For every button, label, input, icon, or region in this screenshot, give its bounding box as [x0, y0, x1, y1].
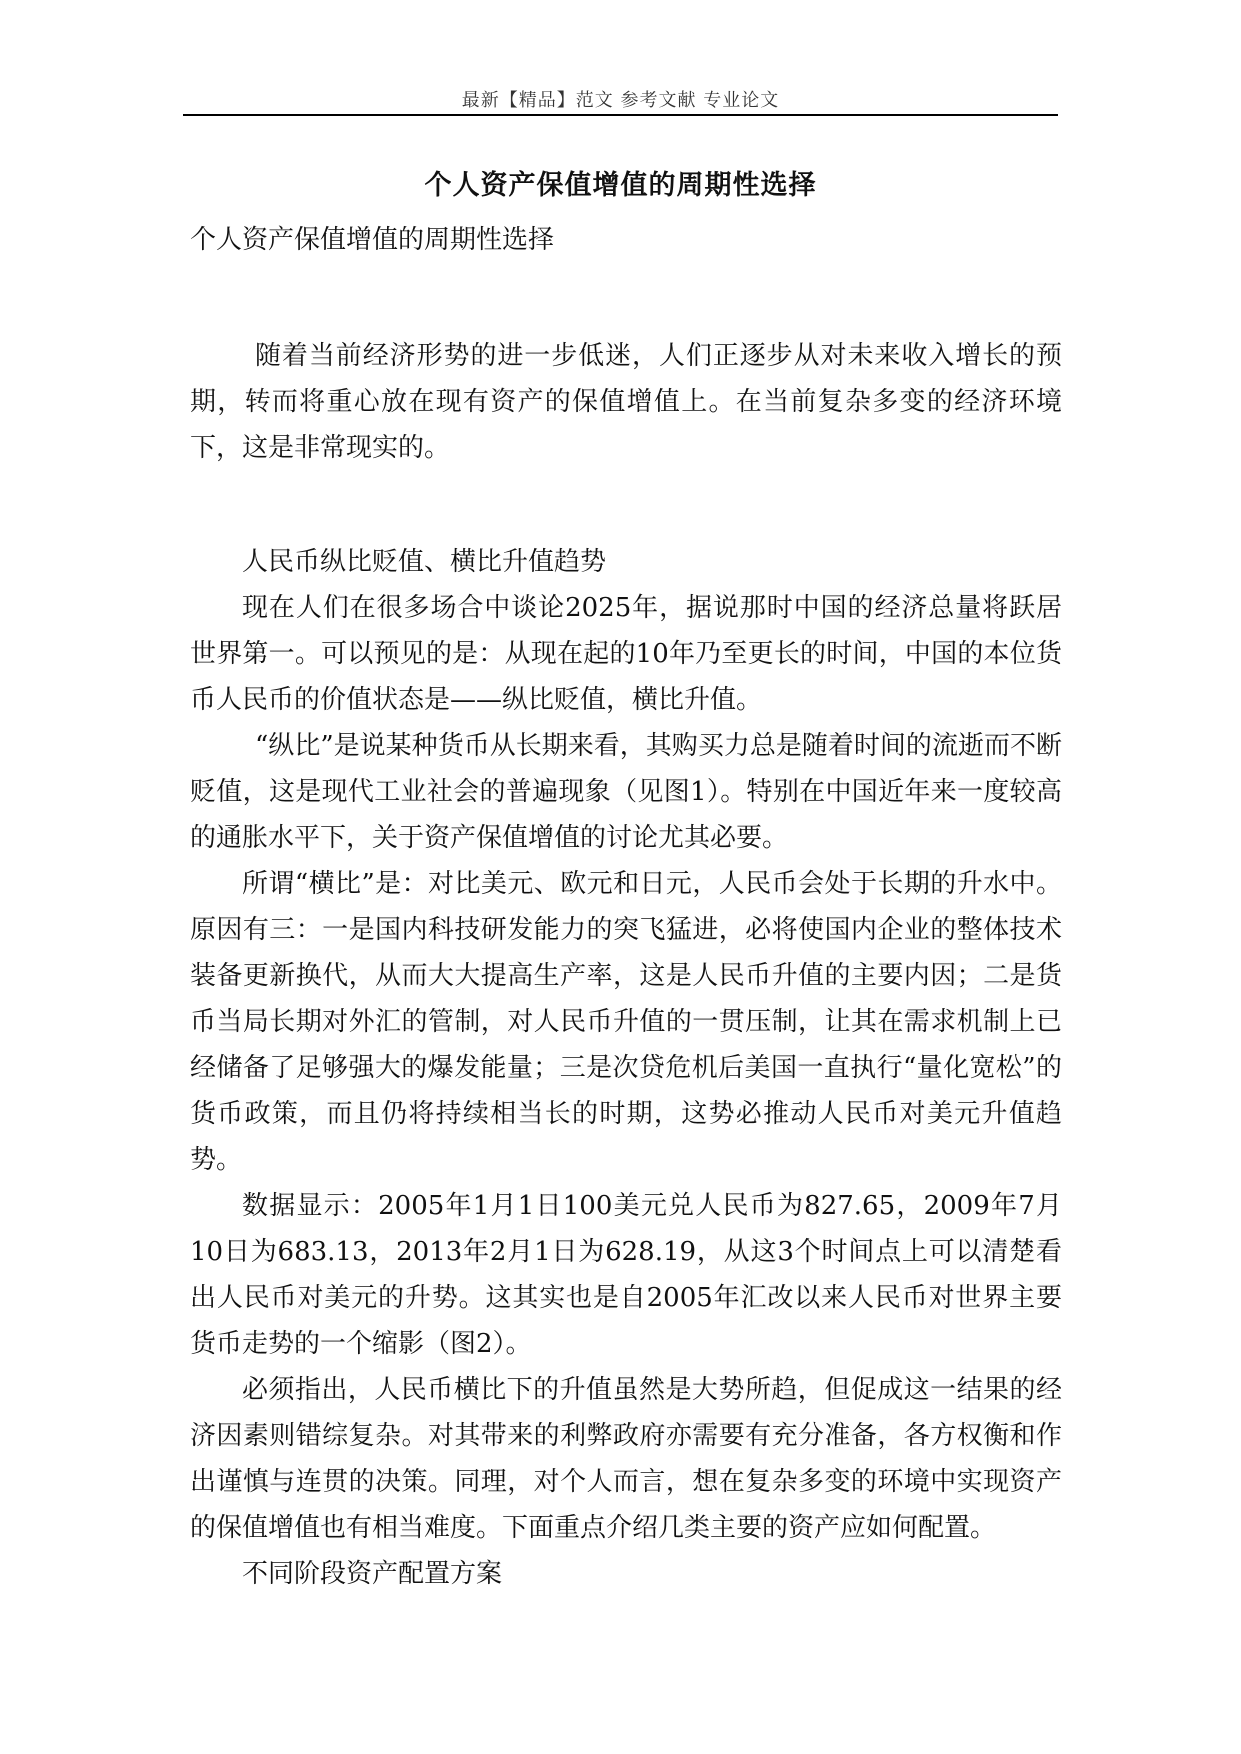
document-title: 个人资产保值增值的周期性选择 [424, 170, 817, 201]
document-body [190, 217, 1062, 1597]
page-header: 最新【精品】范文 参考文献 专业论文 [461, 90, 780, 111]
intro-paragraph: 随着当前经济形势的进一步低迷，人们正逐步从对未来收入增长的预期，转而将重心放在现有资产的保值增值上。在当前复杂多变的经济环境下，这是非常现实的。 [190, 341, 1062, 463]
paragraph-policy-note: 必须指出，人民币横比下的升值虽然是大势所趋，但促成这一结果的经济因素则错综复杂。对其带来的利弊政府亦需要有充分准备，各方权衡和作出谨慎与连贯的决策。同理，对个人而言，想在复杂多变的环境中实现资产的保值增值也有相当难度。下面重点介绍几类主要的资产应如何配置。 [190, 1375, 1062, 1543]
paragraph-horizontal-comparison: 所谓“横比”是：对比美元、欧元和日元，人民币会处于长期的升水中。原因有三：一是国内科技研发能力的突飞猛进，必将使国内企业的整体技术装备更新换代，从而大大提高生产率，这是人民币升值的主要内因；二是货币当局长期对外汇的管制，对人民币升值的一贯压制，让其在需求机制上已经储备了足够强大的爆发能量；三是次贷危机后美国一直执行“量化宽松”的货币政策，而且仍将持续相当长的时期，这势必推动人民币对美元升值趋势。 [190, 869, 1062, 1175]
section-heading-allocation: 不同阶段资产配置方案 [242, 1559, 503, 1589]
header-divider [183, 114, 1058, 116]
paragraph-vertical-comparison: “纵比”是说某种货币从长期来看，其购买力总是随着时间的流逝而不断贬值，这是现代工业社会的普遍现象（见图1）。特别在中国近年来一度较高的通胀水平下，关于资产保值增值的讨论尤其必要。 [190, 731, 1062, 853]
section-heading-rmb-trend: 人民币纵比贬值、横比升值趋势 [242, 547, 607, 577]
paragraph-exchange-data: 数据显示：2005年1月1日100美元兑人民币为827.65，2009年7月10日为683.13，2013年2月1日为628.19，从这3个时间点上可以清楚看出人民币对美元的升势。这其实也是自2005年汇改以来人民币对世界主要货币走势的一个缩影（图2）。 [190, 1191, 1062, 1359]
paragraph-2025-outlook: 现在人们在很多场合中谈论2025年，据说那时中国的经济总量将跃居世界第一。可以预见的是：从现在起的10年乃至更长的时间，中国的本位货币人民币的价值状态是——纵比贬值，横比升值。 [190, 593, 1062, 715]
document-subtitle: 个人资产保值增值的周期性选择 [190, 225, 555, 255]
